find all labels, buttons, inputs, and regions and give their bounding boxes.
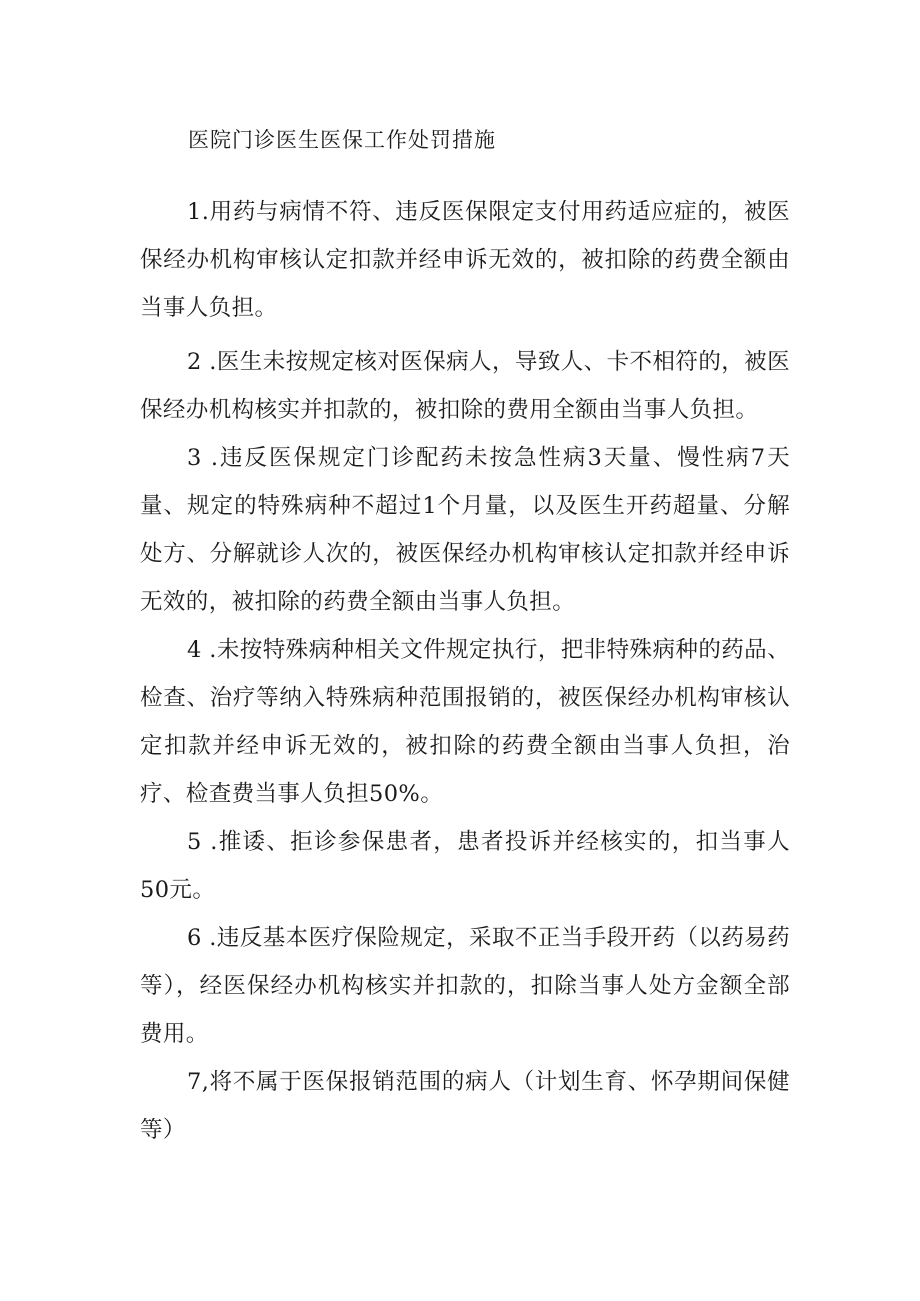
penalty-item-5: 5 .推诿、拒诊参保患者，患者投诉并经核实的，扣当事人50元。 — [140, 828, 790, 903]
penalty-item-3: 3 .违反医保规定门诊配药未按急性病3天量、慢性病7天量、规定的特殊病种不超过1个月量，以及医生开药超量、分解处方、分解就诊人次的，被医保经办机构审核认定扣款并经申诉无效的，被扣除的药费全额由当事人负担。 — [140, 444, 790, 615]
penalty-item-1: 1.用药与病情不符、违反医保限定支付用药适应症的，被医保经办机构审核认定扣款并经申诉无效的，被扣除的药费全额由当事人负担。 — [140, 198, 790, 321]
penalty-item-6: 6 .违反基本医疗保险规定，采取不正当手段开药（以药易药等），经医保经办机构核实并扣款的，扣除当事人处方金额全部费用。 — [140, 924, 790, 1047]
penalty-item-7: 7,将不属于医保报销范围的病人（计划生育、怀孕期间保健等） — [140, 1068, 790, 1143]
document-title: 医院门诊医生医保工作处罚措施 — [188, 128, 496, 152]
penalty-item-2: 2 .医生未按规定核对医保病人，导致人、卡不相符的，被医保经办机构核实并扣款的，被扣除的费用全额由当事人负担。 — [140, 348, 790, 423]
penalty-item-4: 4 .未按特殊病种相关文件规定执行，把非特殊病种的药品、检查、治疗等纳入特殊病种范围报销的，被医保经办机构审核认定扣款并经申诉无效的，被扣除的药费全额由当事人负担，治疗、检查费当事人负担50%。 — [140, 636, 790, 807]
